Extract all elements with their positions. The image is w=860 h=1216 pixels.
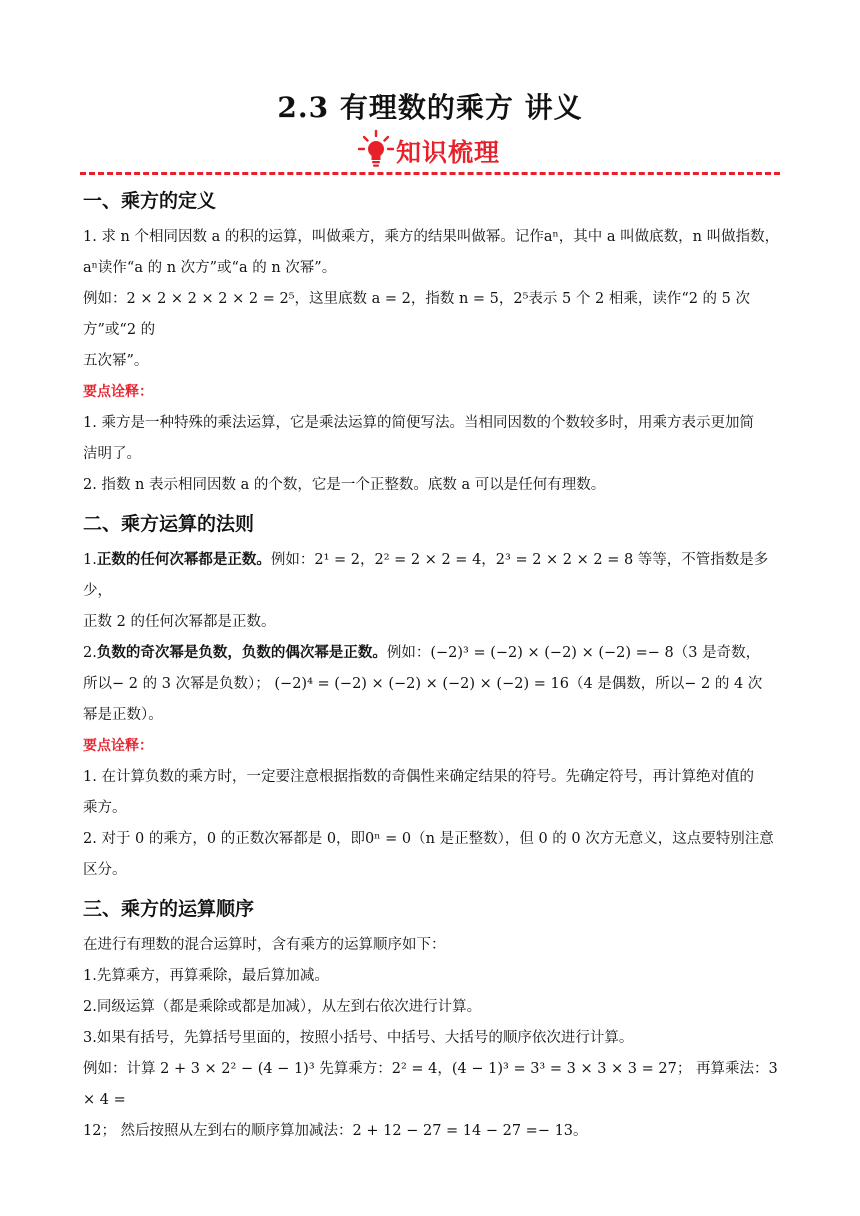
section-banner <box>358 131 500 171</box>
paragraph: 洁明了。 <box>83 446 141 462</box>
paragraph: 正数 2 的任何次幂都是正数。 <box>83 614 276 630</box>
section-heading-2: 二、乘方运算的法则 <box>83 513 255 535</box>
key-note-text: 要点诠释： <box>83 384 153 400</box>
paragraph: 在进行有理数的混合运算时，含有乘方的运算顺序如下： <box>83 937 446 953</box>
paragraph: 2. 指数 n 表示相同因数 a 的个数，它是一个正整数。底数 a 可以是任何有理数。 <box>83 477 606 493</box>
list-item: 1.先算乘方，再算乘除，最后算加减。 <box>83 968 329 984</box>
paragraph: 五次幂”。 <box>83 353 149 369</box>
paragraph: 1. 在计算负数的乘方时，一定要注意根据指数的奇偶性来确定结果的符号。先确定符号，再计算绝对值的 <box>83 769 754 785</box>
key-note-text: 要点诠释： <box>83 738 153 754</box>
rule-bold: 负数的奇次幂是负数，负数的偶次幂是正数。 <box>96 645 387 661</box>
banner-label: 知识梳理 <box>396 138 501 167</box>
paragraph: 例如：计算 2 + 3 × 2² − (4 − 1)³ 先算乘方：2² = 4，(4 − 1)³ = 3³ = 3 × 3 × 3 = 27； 再算乘法：3 × 4 = <box>83 1061 778 1108</box>
key-note-label <box>83 377 780 408</box>
list-item: 2.同级运算（都是乘除或都是加减），从左到右依次进行计算。 <box>83 999 482 1015</box>
section-heading-3: 三、乘方的运算顺序 <box>83 898 255 920</box>
rule-paragraph: 2.负数的奇次幂是负数，负数的偶次幂是正数。例如：(−2)³ = (−2) × (−2) × (−2) =− 8（3 是奇数， <box>83 645 761 661</box>
paragraph: aⁿ读作“a 的 n 次方”或“a 的 n 次幂”。 <box>83 260 337 276</box>
section-heading-1: 一、乘方的定义 <box>83 190 217 212</box>
page-title: 2.3 有理数的乘方 讲义 <box>277 91 583 124</box>
paragraph: 例如：2 × 2 × 2 × 2 × 2 = 2⁵，这里底数 a = 2，指数 n = 5，2⁵表示 5 个 2 相乘，读作“2 的 5 次方”或“2 的 <box>83 291 751 338</box>
rule-paragraph: 1.正数的任何次幂都是正数。例如：2¹ = 2，2² = 2 × 2 = 4，2³ = 2 × 2 × 2 = 8 等等，不管指数是多少， <box>83 552 769 599</box>
lightbulb-icon <box>358 129 394 173</box>
paragraph: 幂是正数）。 <box>83 707 163 723</box>
content-body <box>83 184 780 1147</box>
paragraph: 1. 求 n 个相同因数 a 的积的运算，叫做乘方，乘方的结果叫做幂。记作aⁿ，其中 a 叫做底数，n 叫做指数， <box>83 229 780 245</box>
paragraph: 乘方。 <box>83 800 127 816</box>
paragraph: 1. 乘方是一种特殊的乘法运算，它是乘法运算的简便写法。当相同因数的个数较多时，用乘方表示更加简 <box>83 415 754 431</box>
rule-bold: 正数的任何次幂都是正数。 <box>96 552 271 568</box>
paragraph: 所以− 2 的 3 次幂是负数）； (−2)⁴ = (−2) × (−2) × (−2) × (−2) = 16（4 是偶数，所以− 2 的 4 次 <box>83 676 763 692</box>
paragraph: 2. 对于 0 的乘方，0 的正数次幂都是 0，即0ⁿ = 0（n 是正整数），但 0 的 0 次方无意义，这点要特别注意 <box>83 831 774 847</box>
paragraph: 12； 然后按照从左到右的顺序算加减法：2 + 12 − 27 = 14 − 27 =− 13。 <box>83 1123 588 1139</box>
paragraph: 区分。 <box>83 862 127 878</box>
dashed-divider <box>80 172 780 175</box>
list-item: 3.如果有括号，先算括号里面的，按照小括号、中括号、大括号的顺序依次进行计算。 <box>83 1030 634 1046</box>
key-note-label <box>83 731 780 762</box>
